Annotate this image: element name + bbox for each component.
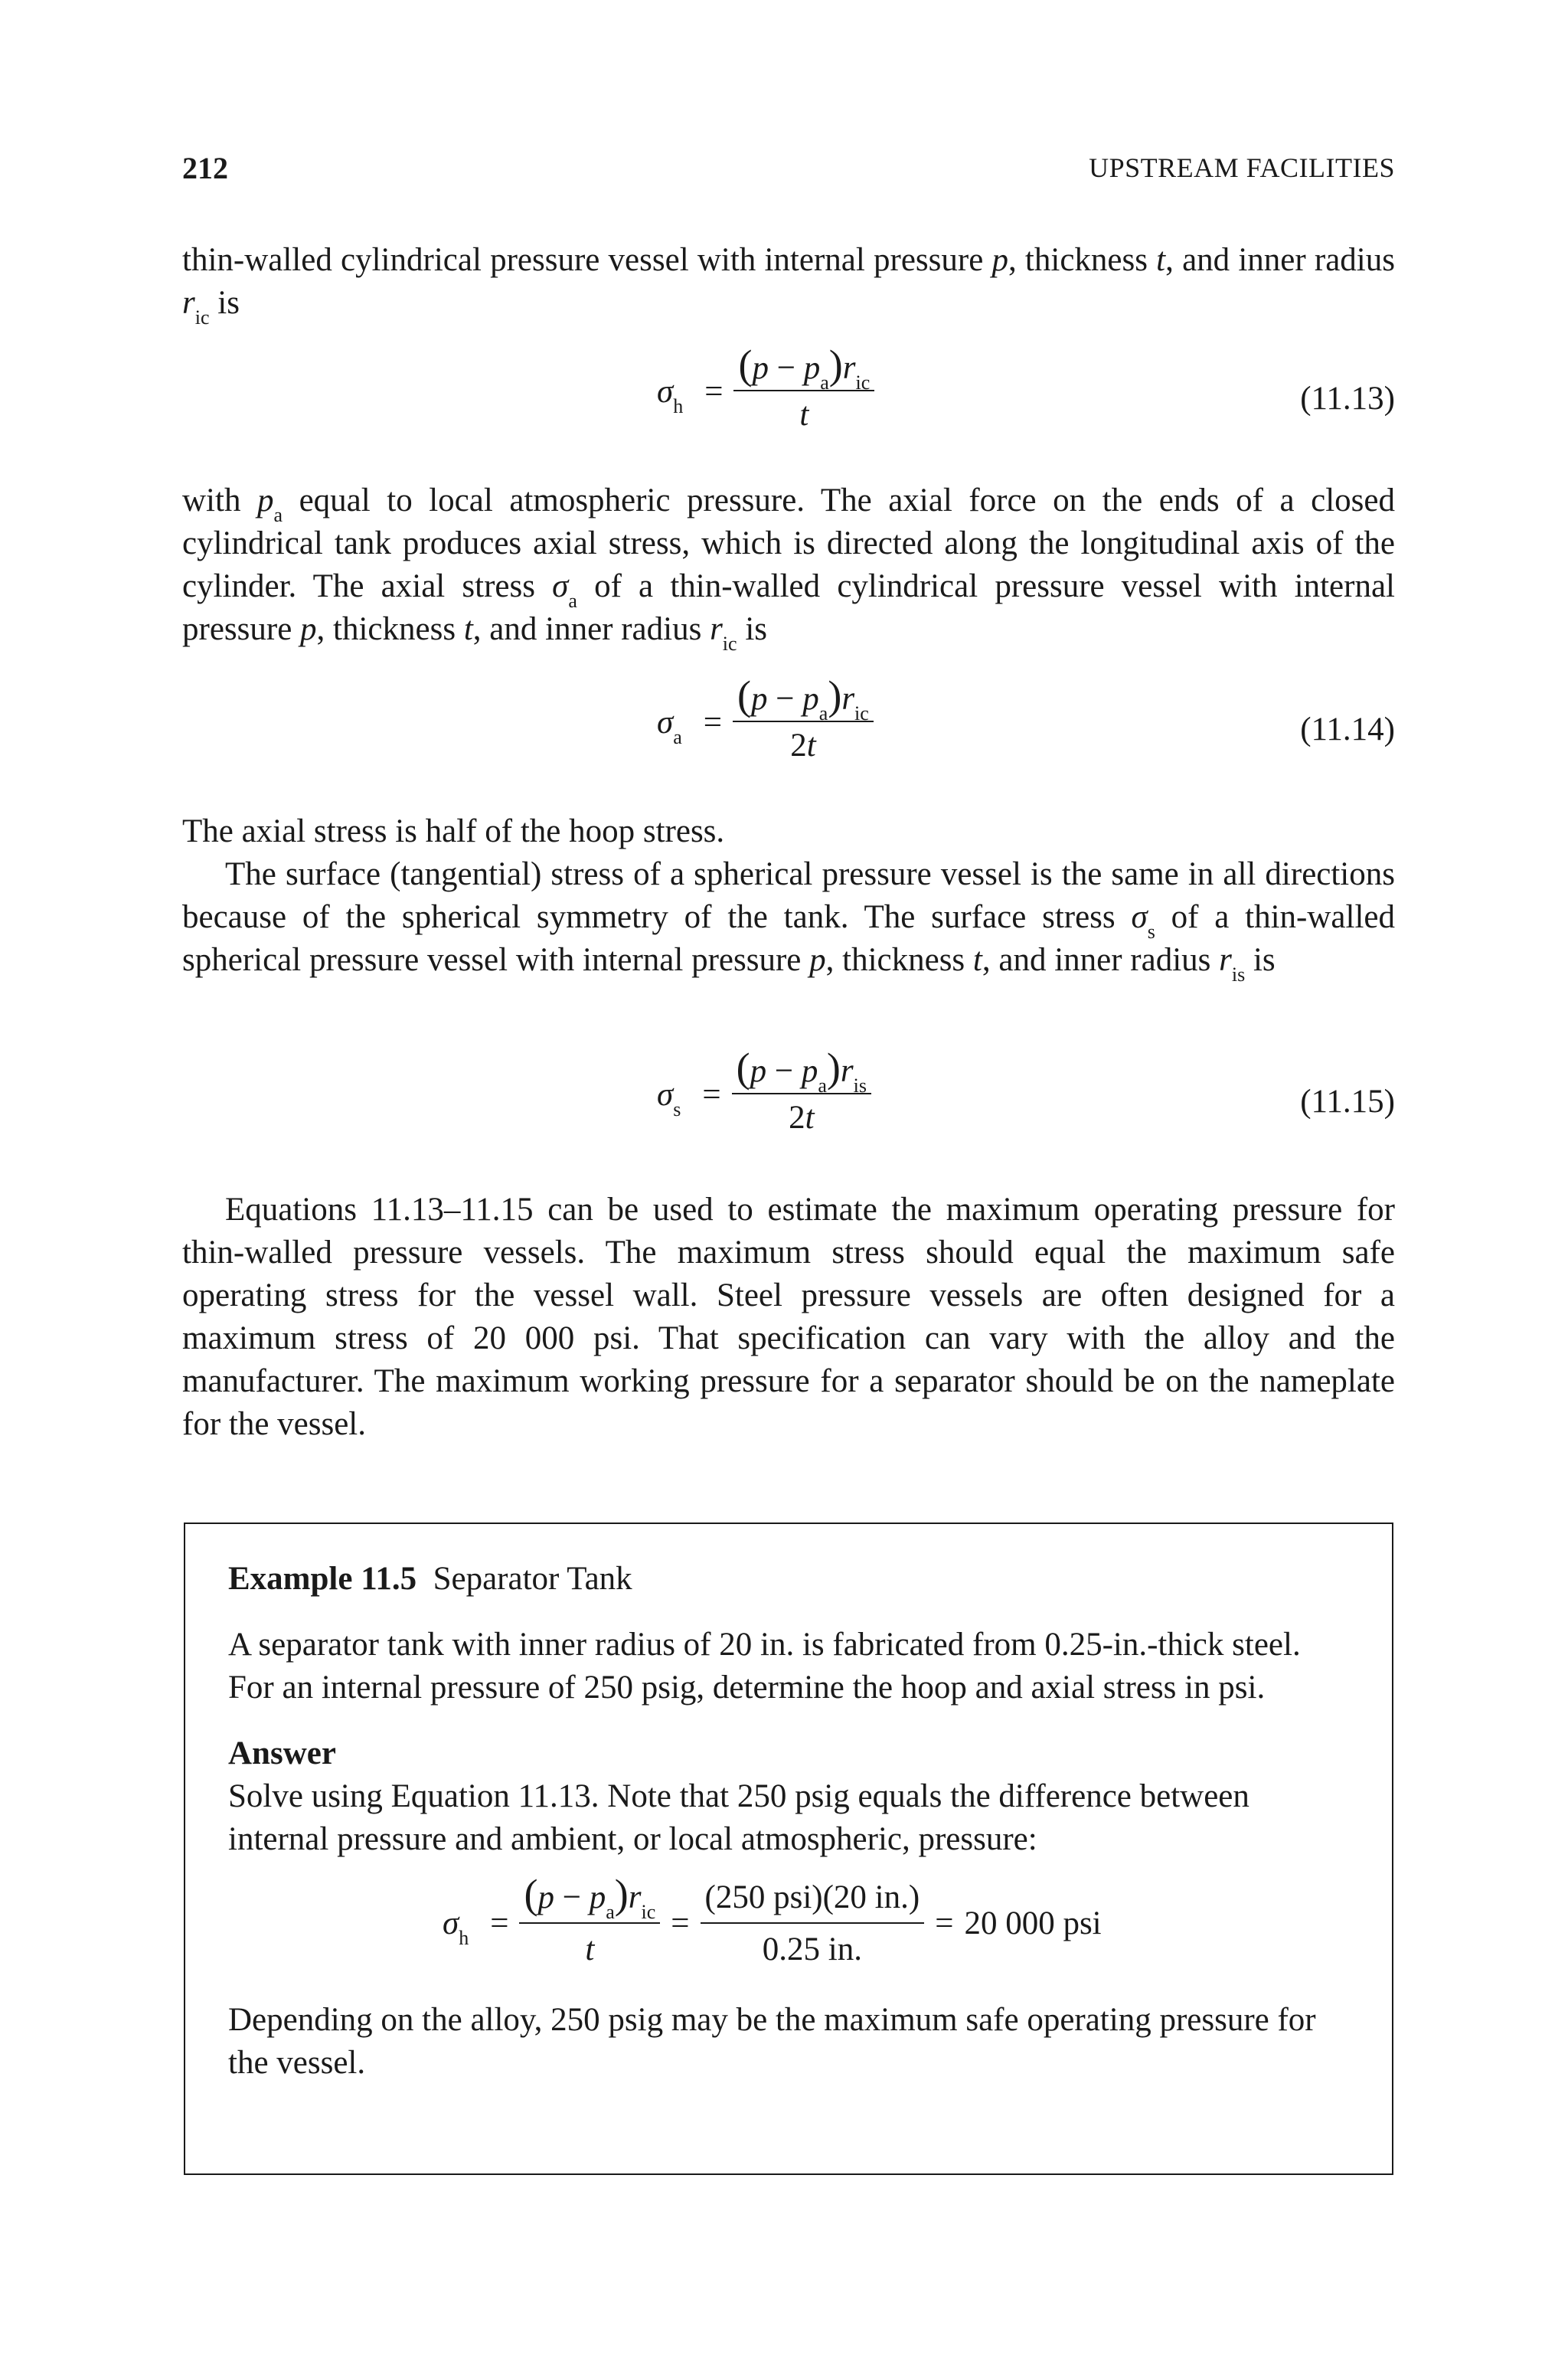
answer-text: Solve using Equation 11.13. Note that 250 psig equals the difference between internal pressure and ambient, or local atmospheric, pressure: (228, 1778, 1250, 1857)
fraction: $\frac{(p - p_a)r_{is}}{2t}$ (732, 1052, 871, 1137)
equation-number: (11.13) (1300, 381, 1395, 417)
equation-11-13: $\sigma_h$ = $\frac{(p - p_a)r_{ic}}{t}$ (11.13) (657, 342, 1395, 433)
paragraph-surface-stress: The surface (tangential) stress of a spherical pressure vessel is the same in all directions because of the spherical symmetry of the tank. The surface stress $\sigma_s$ of a thin-walled spherical pressure vessel with internal pressure p, thickness t, and inner radius $r_{is}$ is (182, 856, 1395, 986)
example-equation: $\sigma_h$ = $\frac{(p - p_a)r_{ic}}{t}$ = $\frac{\text{(250 psi)(20 in.)}}{0.25 in.}$ = 20 000 psi (228, 1876, 1352, 1999)
equation-11-15: $\sigma_s$ = $\frac{(p - p_a)r_{is}}{2t}$ (11.15) (657, 1045, 1395, 1136)
paragraph-max-pressure: Equations 11.13–11.15 can be used to estimate the maximum operating pressure for thin-walled pressure vessels. The maximum stress should equal the maximum safe operating stress for the vessel wall. Steel pressure vessels are often designed for a maximum stress of 20 000 psi. That specification can vary with the alloy and the manufacturer. The maximum working pressure for a separator should be on the nameplate for the vessel. (182, 1192, 1395, 1442)
answer-heading: Answer (228, 1735, 336, 1771)
fraction: $\frac{\text{(250 psi)(20 in.)}}{0.25 in.}$ (701, 1876, 925, 1971)
equation-result: 20 000 psi (964, 1905, 1102, 1941)
running-head (182, 150, 1395, 196)
equation-number: (11.14) (1300, 711, 1395, 747)
example-box (184, 1523, 1393, 2175)
equation-11-14: $\sigma_a$ = $\frac{(p - p_a)r_{ic}}{2t}$ (11.14) (657, 672, 1395, 764)
example-heading: Example 11.5 Separator Tank (228, 1561, 632, 1597)
fraction: $\frac{(p - p_a)r_{ic}}{t}$ (733, 349, 874, 433)
running-title: UPSTREAM FACILITIES (1089, 152, 1395, 183)
paragraph-axial-stress: with $p_a$ equal to local atmospheric pressure. The axial force on the ends of a closed cylindrical tank produces axial stress, which is directed along the longitudinal axis of the cylinder. The axial stress $\sigma_a$ of a thin-walled cylindrical pressure vessel with internal pressure p, thickness t, and inner radius $r_{ic}$ is (182, 482, 1395, 655)
paragraph-intro: thin-walled cylindrical pressure vessel with internal pressure p, thickness t, and inner radius $r_{ic}$ is (182, 242, 1395, 329)
paragraph-half-hoop: The axial stress is half of the hoop stress. (182, 813, 725, 849)
fraction: $\frac{(p - p_a)r_{ic}}{t}$ (519, 1876, 660, 1971)
equation-number: (11.15) (1300, 1084, 1395, 1120)
example-conclusion: Depending on the alloy, 250 psig may be the maximum safe operating pressure for the vessel. (228, 2002, 1316, 2081)
example-problem: A separator tank with inner radius of 20 in. is fabricated from 0.25-in.-thick steel. For an internal pressure of 250 psig, determine the hoop and axial stress in psi. (228, 1627, 1301, 1706)
page-number: 212 (182, 151, 228, 185)
fraction: $\frac{(p - p_a)r_{ic}}{2t}$ (733, 680, 874, 764)
